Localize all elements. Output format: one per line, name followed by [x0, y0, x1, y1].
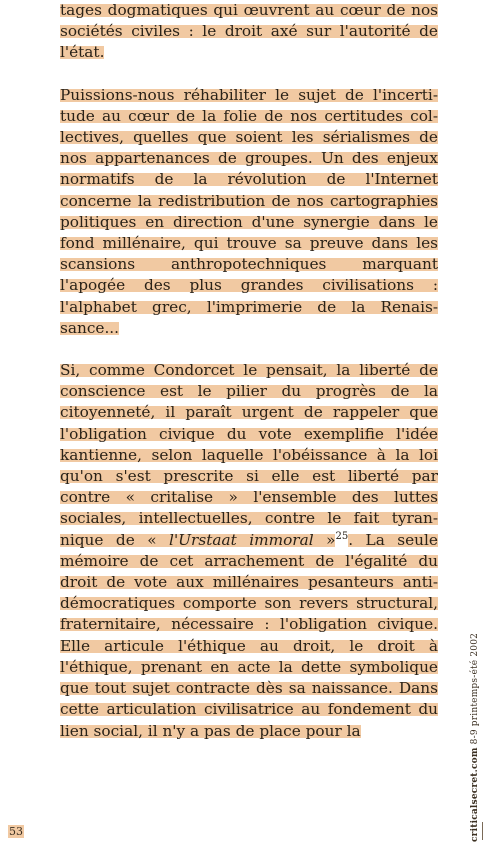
side-rule: [482, 822, 483, 840]
side-note-issue: 8-9 printemps-été 2002: [470, 632, 480, 748]
paragraph-3: [60, 360, 438, 742]
paragraph-1-text: tages dogmatiques qui œuvrent au cœur de nos sociétés civiles : le droit axé sur l'autorité de l'état.: [60, 1, 438, 62]
side-note-site: criticalsecret.com: [470, 747, 480, 842]
page-number: 53: [9, 825, 23, 838]
footnote-marker[interactable]: 25: [335, 530, 349, 542]
paragraph-3-quote: l'Urstaat immoral: [169, 530, 314, 549]
paragraph-2: [60, 85, 438, 339]
paragraph-3-text-after-footnote: . La seule mémoire de cet arrachement de l'égalité du droit de vote aux millénaires pesanteurs antidémocratiques comporte son revers structural, fraternitaire, nécessaire : l'obligation civique. Elle articule l'éthique au droit, le droit à l'éthique, prenant en acte la dette symbolique que tout sujet contracte dès sa naissance. Dans cette articulation civilisatrice au fondement du lien social, il n'y a pas de place pour la: [60, 530, 438, 740]
paragraph-1: [60, 0, 438, 64]
side-note: [470, 632, 490, 842]
paragraph-3-text-before-quote: Si, comme Condorcet le pensait, la liberté de conscience est le pilier du progrès de la citoyenneté, il paraît urgent de rappeler que l'obligation civique du vote exemplifie l'idée kantienne, selon laquelle l'obéissance à la loi qu'on s'est prescrite si elle est liberté par contre « critalise » l'ensemble des luttes sociales, intellectuelles, contre le fait tyrannique de «: [60, 361, 438, 549]
paragraph-3-quote-close: »: [313, 530, 336, 549]
text-column: [60, 0, 438, 763]
paragraph-2-text: Puissions-nous réhabiliter le sujet de l'incertitude au cœur de la folie de nos certitudes collectives, quelles que soient les sérialismes de nos appartenances de groupes. Un des enjeux normatifs de la révolution de l'Internet concerne la redistribution de nos cartographies politiques en direction d'une synergie dans le fond millénaire, qui trouve sa preuve dans les scansions anthropotechniques marquant l'apogée des plus grandes civilisations : l'alphabet grec, l'imprimerie de la Renaissance...: [60, 85, 438, 337]
